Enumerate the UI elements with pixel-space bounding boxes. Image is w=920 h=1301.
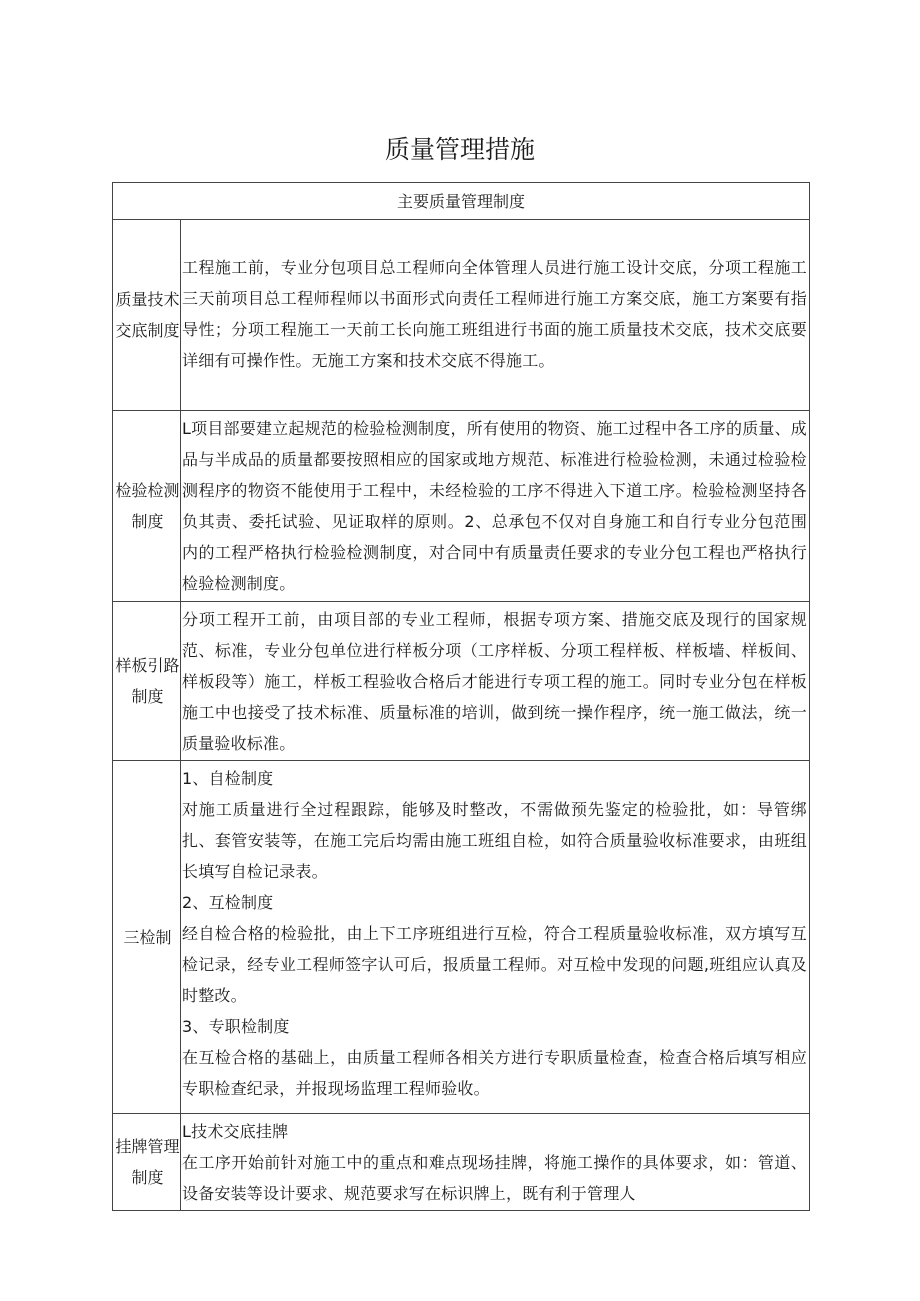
table-header: 主要质量管理制度 xyxy=(113,183,810,220)
row-label: 样板引路制度 xyxy=(113,602,181,761)
row-content xyxy=(181,1114,810,1211)
section-heading: L技术交底挂牌 xyxy=(182,1122,289,1141)
paragraph: L项目部要建立起规范的检验检测制度，所有使用的物资、施工过程中各工序的质量、成品与半成品的质量都要按照相应的国家或地方规范、标准进行检验检测，未通过检验检测程序的物资不能使用于工程中，未经检验的工序不得进入下道工序。检验检测坚持各负其责、委托试验、见证取样的原则。2、总承包不仅对自身施工和自行专业分包范围内的工程严格执行检验检测制度，对合同中有质量责任要求的专业分包工程也严格执行检验检测制度。 xyxy=(182,419,808,593)
paragraph: 分项工程开工前，由项目部的专业工程师，根据专项方案、措施交底及现行的国家规范、标准，专业分包单位进行样板分项（工序样板、分项工程样板、样板墙、样板间、样板段等）施工，样板工程验收合格后才能进行专项工程的施工。同时专业分包在样板施工中也接受了技术标准、质量标准的培训，做到统一操作程序，统一施工做法，统一质量验收标准。 xyxy=(182,609,808,753)
row-content xyxy=(181,220,810,411)
row-content xyxy=(181,761,810,1114)
table-header-row xyxy=(113,183,810,220)
row-label: 质量技术交底制度 xyxy=(113,220,181,411)
row-content xyxy=(181,411,810,602)
paragraph: 工程施工前，专业分包项目总工程师向全体管理人员进行施工设计交底，分项工程施工三天前项目总工程师程师以书面形式向责任工程师进行施工方案交底，施工方案要有指导性；分项工程施工一天前工长向施工班组进行书面的施工质量技术交底，技术交底要详细有可操作性。无施工方案和技术交底不得施工。 xyxy=(182,258,808,370)
row-label: 三检制 xyxy=(113,761,181,1114)
table-row xyxy=(113,411,810,602)
row-content xyxy=(181,602,810,761)
page-title: 质量管理措施 xyxy=(384,135,535,164)
section-heading: 2、互检制度 xyxy=(182,893,274,912)
row-label: 挂牌管理制度 xyxy=(113,1114,181,1211)
section-text: 对施工质量进行全过程跟踪，能够及时整改，不需做预先鉴定的检验批，如：导管绑扎、套管安装等，在施工完后均需由施工班组自检，如符合质量验收标准要求，由班组长填写自检记录表。 xyxy=(182,800,808,881)
section-text: 在工序开始前针对施工中的重点和难点现场挂牌，将施工操作的具体要求，如：管道、设备安装等设计要求、规范要求写在标识牌上，既有利于管理人 xyxy=(182,1153,808,1203)
table-row xyxy=(113,220,810,411)
section-text: 经自检合格的检验批，由上下工序班组进行互检，符合工程质量验收标准，双方填写互检记录，经专业工程师签字认可后，报质量工程师。对互检中发现的问题,班组应认真及时整改。 xyxy=(182,924,808,1005)
section-heading: 3、专职检制度 xyxy=(182,1017,290,1036)
table-row xyxy=(113,761,810,1114)
section-text: 在互检合格的基础上，由质量工程师各相关方进行专职质量检查，检查合格后填写相应专职检查纪录，并报现场监理工程师验收。 xyxy=(182,1048,808,1098)
quality-management-table xyxy=(112,182,810,1211)
section-heading: 1、自检制度 xyxy=(182,769,274,788)
row-label: 检验检测制度 xyxy=(113,411,181,602)
table-row xyxy=(113,602,810,761)
table-row xyxy=(113,1114,810,1211)
